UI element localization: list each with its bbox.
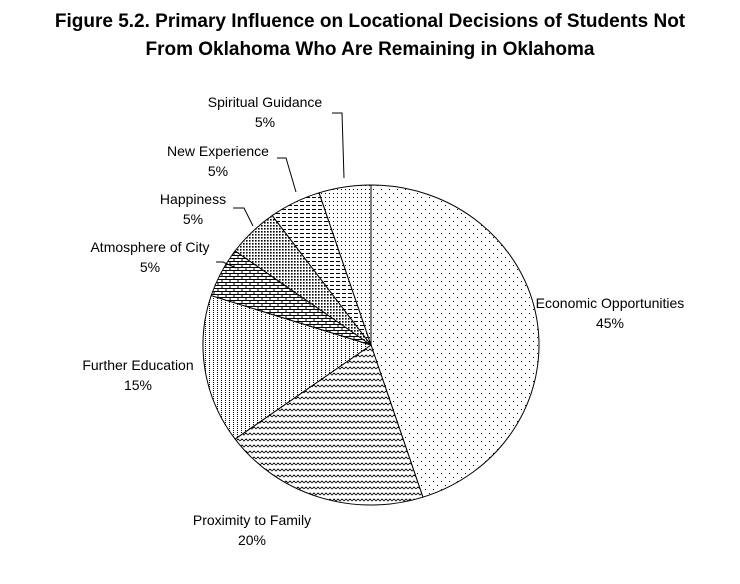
slice-value-label: 5% bbox=[254, 114, 276, 130]
leader-line bbox=[233, 208, 253, 226]
slice-value-label: 15% bbox=[123, 377, 153, 393]
slice-label-happiness bbox=[160, 191, 226, 227]
chart-title-line1: Figure 5.2. Primary Influence on Locational Decisions of Students Not bbox=[54, 11, 686, 32]
slice-label-new-experience bbox=[167, 143, 269, 179]
slice-category-label: Happiness bbox=[159, 191, 227, 207]
slice-label-economic-opportunities bbox=[536, 295, 685, 331]
leader-line bbox=[332, 113, 344, 178]
slice-category-label: Atmosphere of City bbox=[90, 239, 210, 255]
slice-value-label: 20% bbox=[237, 532, 267, 548]
slice-category-label: New Experience bbox=[167, 143, 269, 159]
slice-value-label: 45% bbox=[595, 315, 625, 331]
slice-label-atmosphere-of-city bbox=[90, 239, 209, 275]
slice-value-label: 5% bbox=[207, 163, 229, 179]
slice-label-further-education bbox=[82, 357, 193, 393]
slice-category-label: Proximity to Family bbox=[192, 512, 312, 528]
slice-label-proximity-to-family bbox=[193, 512, 311, 548]
slice-label-spiritual-guidance bbox=[208, 94, 323, 130]
slice-category-label: Spiritual Guidance bbox=[207, 94, 323, 110]
slice-category-label: Further Education bbox=[82, 357, 194, 373]
slice-category-label: Economic Opportunities bbox=[535, 295, 685, 311]
chart-title-line2: From Oklahoma Who Are Remaining in Oklahoma bbox=[145, 39, 595, 60]
leader-line bbox=[277, 158, 296, 192]
slice-value-label: 5% bbox=[139, 259, 161, 275]
slice-value-label: 5% bbox=[182, 211, 204, 227]
